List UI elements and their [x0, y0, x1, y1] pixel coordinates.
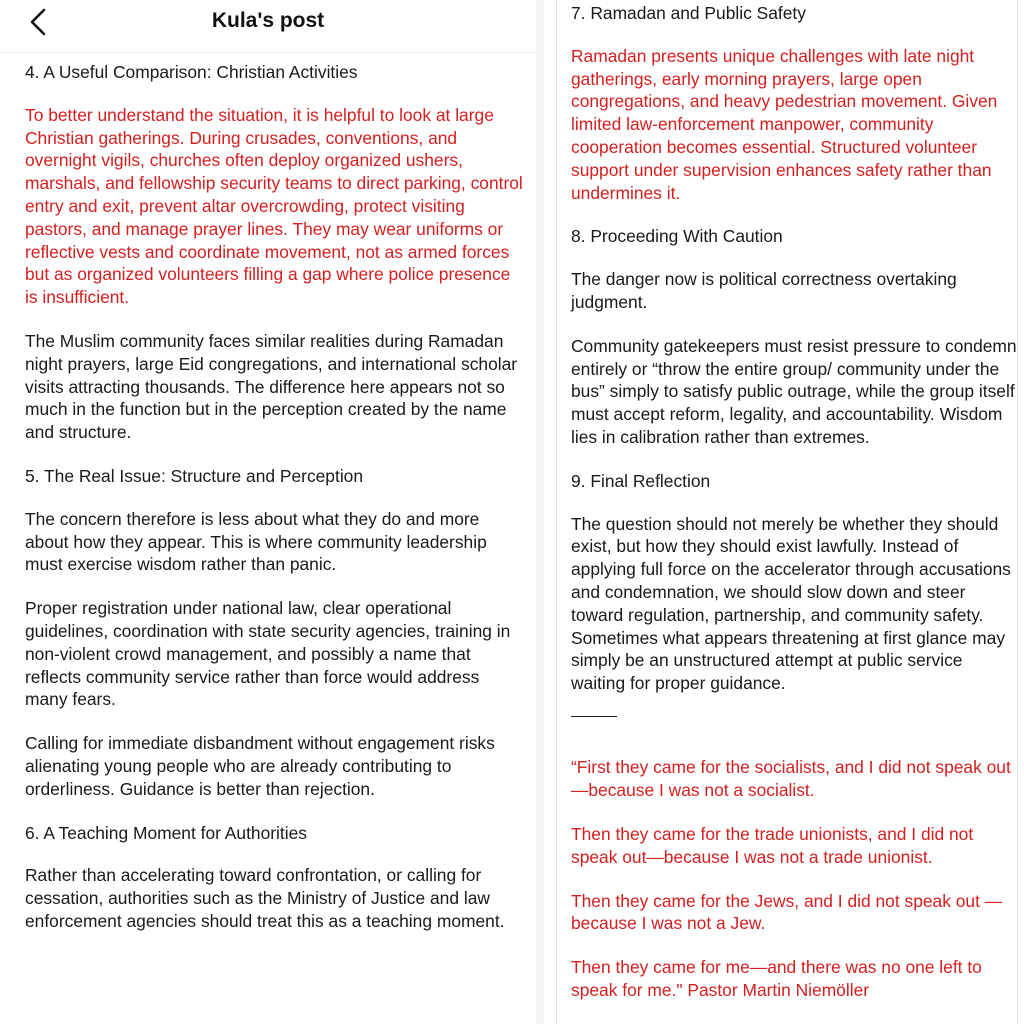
section-separator: [571, 716, 617, 718]
section-heading: 7. Ramadan and Public Safety: [571, 3, 806, 23]
paragraph: Proper registration under national law, clear operational guidelines, coordination with state security agencies, training in non-violent crowd management, and possibly a name that reflects community service rather than force would address many fears.: [25, 598, 511, 710]
section-heading: 9. Final Reflection: [571, 470, 711, 491]
right-screenshot-panel: [544, 0, 1024, 1024]
post-body-right: [571, 2, 1017, 1023]
quote-line: “First they came for the socialists, and I did not speak out—because I was not a socialist.: [571, 757, 1011, 801]
quote-line: Then they came for me—and there was no one left to speak for me." Pastor Martin Niemöller: [571, 957, 982, 1000]
section-heading: 4. A Useful Comparison: Christian Activities: [25, 62, 358, 82]
section-heading: 6. A Teaching Moment for Authorities: [25, 822, 307, 843]
paragraph: The question should not merely be whether they should exist, but how they should exist lawfully. Instead of applying full force on the accelerator through accusations and condemnation, we should slow down and steer toward regulation, partnership, and community safety. Sometimes what appears threatening at first glance may simply be an unstructured attempt at public service waiting for proper guidance.: [571, 513, 1011, 694]
post-header: [0, 0, 536, 53]
section-heading: 8. Proceeding With Caution: [571, 226, 783, 247]
paragraph: The Muslim community faces similar realities during Ramadan night prayers, large Eid congregations, and international scholar visits attracting thousands. The difference here appears not so much in the function but in the perception created by the name and structure.: [25, 330, 518, 443]
page-title: Kula's post: [211, 9, 325, 32]
paragraph: Rather than accelerating toward confrontation, or calling for cessation, authorities such as the Ministry of Justice and law enforcement agencies should treat this as a teaching moment.: [25, 865, 505, 931]
highlighted-paragraph: To better understand the situation, it is helpful to look at large Christian gatherings. During crusades, conventions, and overnight vigils, churches often deploy organized ushers, marshals, and fellowship security teams to direct parking, control entry and exit, prevent altar overcrowding, protect visiting pastors, and manage prayer lines. They may wear uniforms or reflective vests and coordinate movement, not as armed forces but as organized volunteers filling a gap where police presence is insufficient.: [25, 104, 523, 308]
highlighted-paragraph: Ramadan presents unique challenges with late night gatherings, early morning prayers, large open congregations, and heavy pedestrian movement. Given limited law-enforcement manpower, community cooperation becomes essential. Structured volunteer support under supervision enhances safety rather than undermines it.: [571, 45, 998, 203]
paragraph: Calling for immediate disbandment without engagement risks alienating young people who are already contributing to orderliness. Guidance is better than rejection.: [25, 733, 495, 799]
paragraph: The concern therefore is less about what they do and more about how they appear. This is where community leadership must exercise wisdom rather than panic.: [25, 508, 487, 575]
panel-divider: [536, 0, 544, 1024]
section-heading: 5. The Real Issue: Structure and Perception: [25, 465, 364, 486]
quote-line: Then they came for the trade unionists, and I did not speak out—because I was not a trade unionist.: [571, 824, 974, 867]
paragraph: The danger now is political correctness overtaking judgment.: [571, 269, 957, 312]
right-panel-border: [1017, 0, 1018, 1024]
quote-line: Then they came for the Jews, and I did not speak out —because I was not a Jew.: [571, 890, 1003, 934]
right-panel-border: [556, 0, 557, 1024]
post-body-left: [25, 61, 525, 954]
paragraph: Community gatekeepers must resist pressure to condemn entirely or “throw the entire group/ community under the bus” simply to satisfy public outrage, while the group itself must accept reform, legality, and accountability. Wisdom lies in calibration rather than extremes.: [571, 335, 1017, 447]
